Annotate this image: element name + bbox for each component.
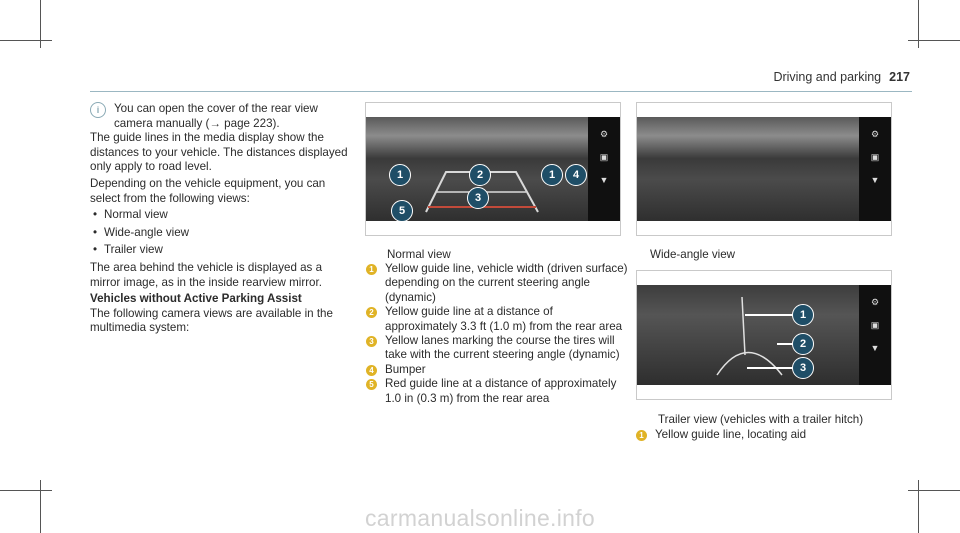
paragraph: The guide lines in the media display show the distances to your vehicle. The distances displayed only apply to road level.	[90, 131, 348, 174]
callout-4: 4	[565, 164, 587, 186]
callout-2: 2	[792, 333, 814, 355]
normal-view-caption: Normal view	[387, 248, 451, 261]
callout-1: 1	[389, 164, 411, 186]
camera-sidebar	[859, 117, 891, 221]
callout-1: 1	[792, 304, 814, 326]
crop-mark	[0, 490, 52, 491]
normal-view-figure	[365, 102, 621, 236]
camera-sidebar	[588, 117, 620, 221]
callout-3: 3	[467, 187, 489, 209]
trailer-view-figure	[636, 270, 892, 400]
page-header	[773, 70, 910, 84]
hitch-icon: ▼	[599, 175, 609, 185]
trailer-icon: ▣	[870, 320, 880, 330]
callout-2: 2	[469, 164, 491, 186]
header-rule	[90, 91, 912, 92]
subheading: Vehicles without Active Parking Assist	[90, 292, 302, 306]
legend-item: 5 Red guide line at a distance of approximately 1.0 in (0.3 m) from the rear area	[366, 377, 628, 406]
list-item: • Wide-angle view	[90, 226, 352, 241]
trailer-icon: ▣	[599, 152, 609, 162]
camera-image	[637, 285, 891, 385]
camera-image	[637, 117, 891, 221]
crop-mark	[908, 40, 960, 41]
wide-view-figure	[636, 102, 892, 236]
normal-view-legend	[366, 262, 628, 406]
watermark: carmanualsonline.info	[364, 505, 596, 531]
legend-item: 3 Yellow lanes marking the course the tires will take with the current steering angle (dynamic)	[366, 334, 628, 363]
legend-item: 4 Bumper	[366, 363, 628, 377]
legend-item: 1 Yellow guide line, locating aid	[636, 428, 898, 442]
page-number: 217	[889, 70, 910, 84]
list-item: • Trailer view	[90, 243, 352, 258]
hitch-icon: ▼	[870, 175, 880, 185]
camera-settings-icon: ⚙	[599, 129, 609, 139]
callout-1b: 1	[541, 164, 563, 186]
paragraph: Depending on the vehicle equipment, you can select from the following views:	[90, 176, 326, 205]
paragraph: The following camera views are available in the multimedia system:	[90, 306, 333, 335]
callout-line	[747, 367, 797, 369]
list-item: • Normal view	[90, 208, 352, 223]
info-text: You can open the cover of the rear view camera manually (→ page 223).	[114, 102, 318, 130]
camera-settings-icon: ⚙	[870, 129, 880, 139]
left-column	[90, 102, 352, 338]
crop-mark	[0, 40, 52, 41]
hitch-icon: ▼	[870, 343, 880, 353]
trailer-guide	[637, 285, 859, 385]
callout-5: 5	[391, 200, 413, 221]
info-icon: i	[90, 102, 106, 118]
camera-settings-icon: ⚙	[870, 297, 880, 307]
camera-sidebar	[859, 285, 891, 385]
wide-view-caption: Wide-angle view	[650, 248, 736, 261]
info-note	[90, 102, 352, 131]
views-list	[90, 208, 352, 258]
legend-item: 1 Yellow guide line, vehicle width (driven surface) depending on the current steering angle (dynamic)	[366, 262, 628, 305]
camera-image	[366, 117, 620, 221]
trailer-icon: ▣	[870, 152, 880, 162]
paragraph: The area behind the vehicle is displayed as a mirror image, as in the inside rearview mirror.	[90, 260, 323, 289]
legend-item: 2 Yellow guide line at a distance of approximately 3.3 ft (1.0 m) from the rear area	[366, 305, 628, 334]
trailer-view-legend	[636, 428, 898, 442]
callout-line	[745, 314, 795, 316]
crop-mark	[908, 490, 960, 491]
trailer-view-caption: Trailer view (vehicles with a trailer hitch)	[658, 413, 864, 426]
callout-3: 3	[792, 357, 814, 379]
section-title: Driving and parking	[773, 70, 882, 84]
